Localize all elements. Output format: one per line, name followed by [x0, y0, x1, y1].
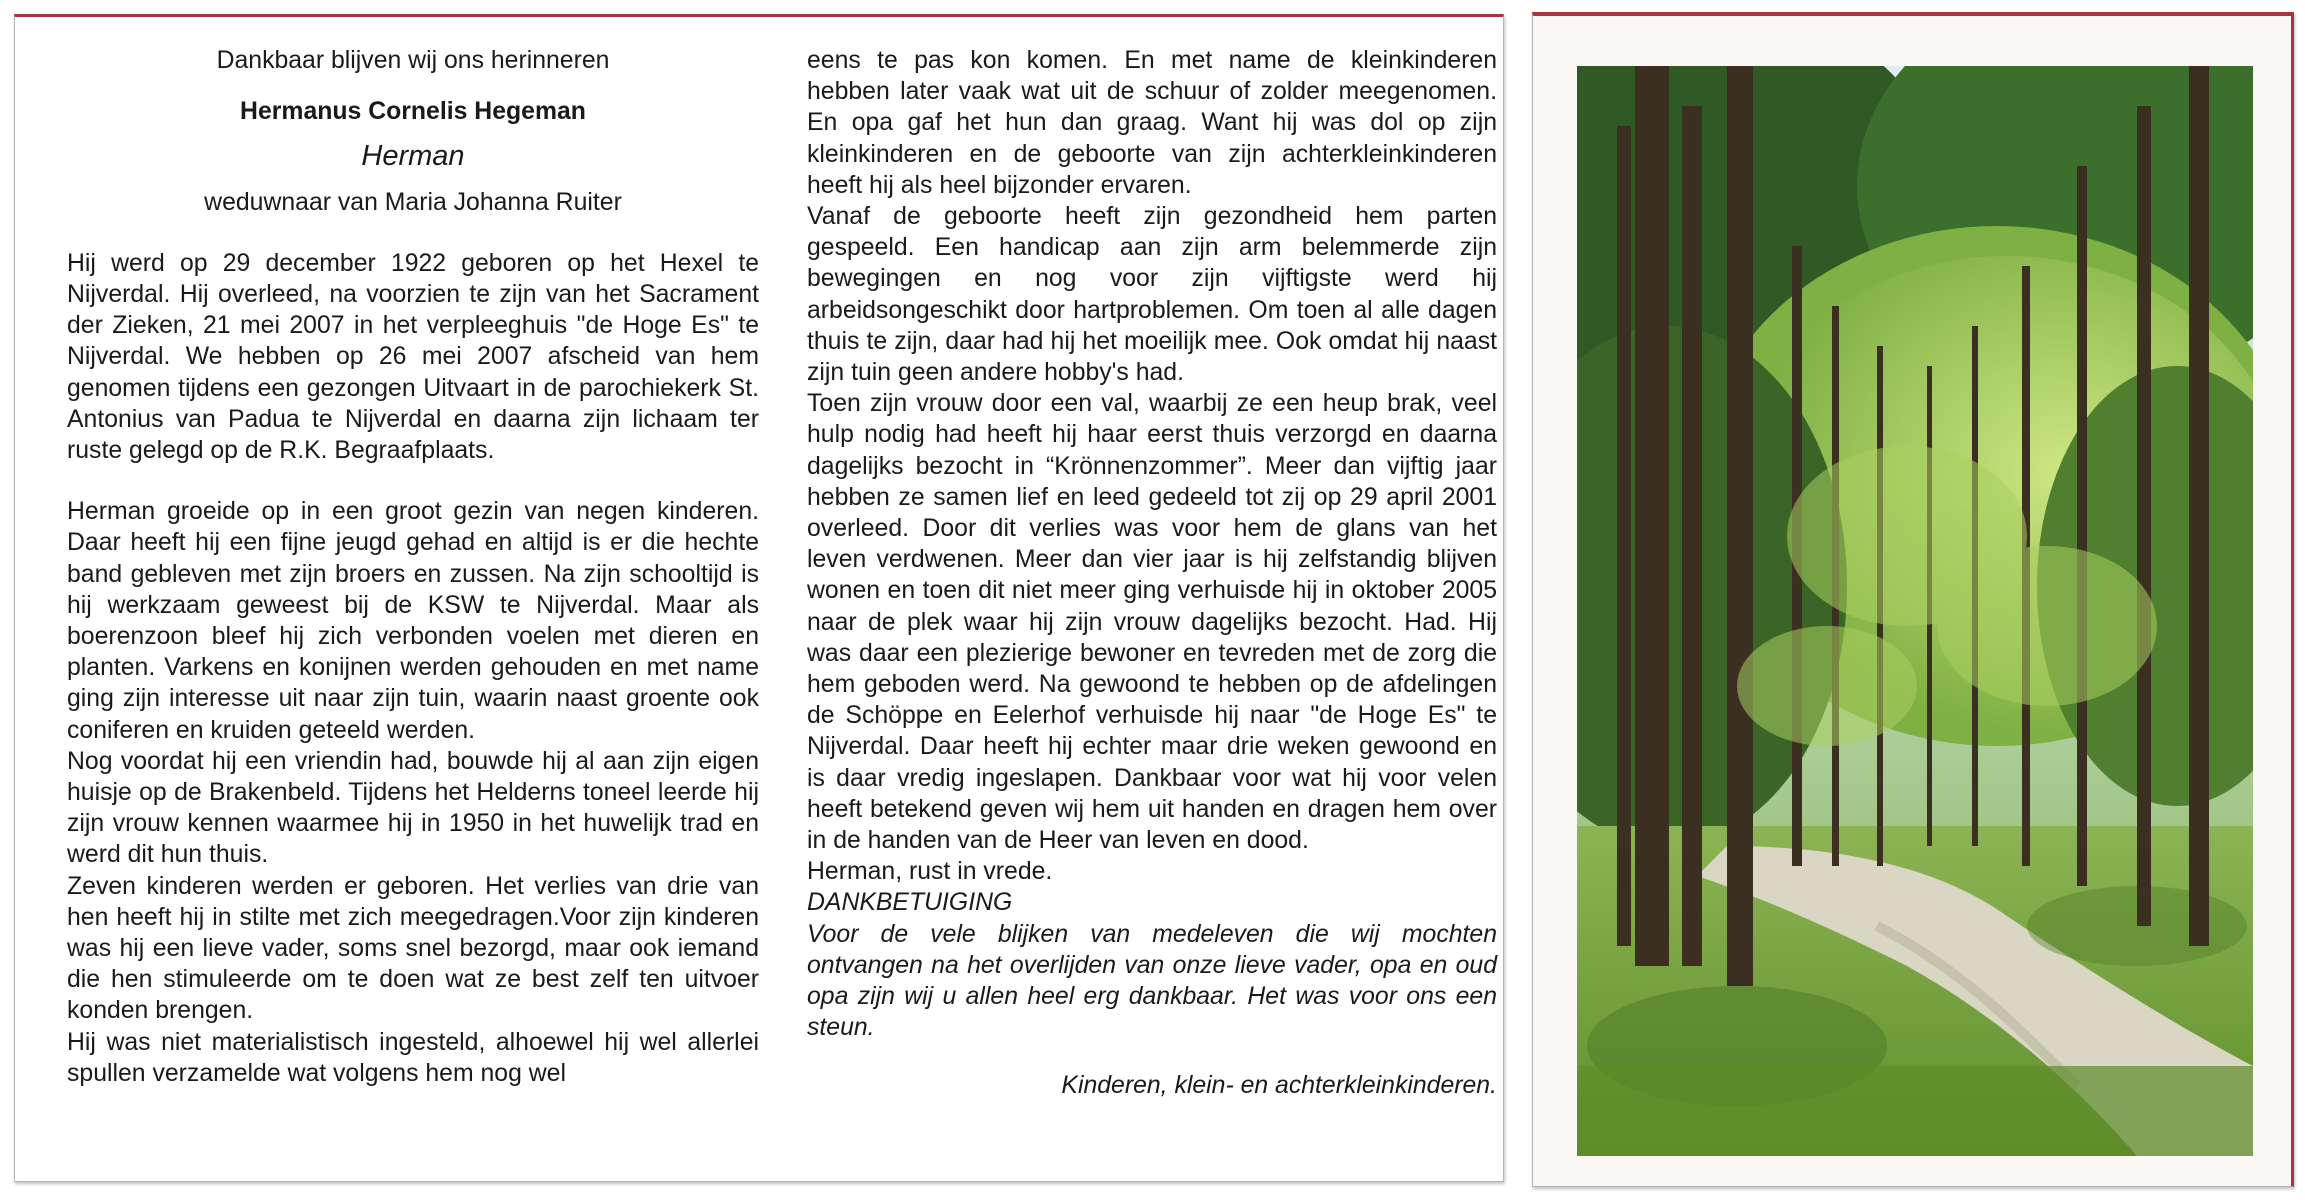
memorial-card-photo-panel [1532, 12, 2294, 1187]
intro-line: Dankbaar blijven wij ons herinneren [216, 47, 610, 74]
bio-paragraph-youth: Herman groeide op in een groot gezin van negen kinderen. Daar heeft hij een fijne jeugd gehad en altijd is er die hechte band gebleven met zijn broers en zussen. Na zijn schooltijd is hij werkzaam geweest bij de KSW te Nijverdal. Maar als boerenzoon bleef hij zich verbonden voelen met dieren en planten. Varkens en konijnen werden gehouden en met name ging zijn interesse uit naar zijn tuin, waarin naast groente ook coniferen en kruiden geteeld werden. [67, 498, 759, 744]
text-column-right [807, 45, 1497, 1126]
bio-paragraph-collector: Hij was niet materialistisch ingesteld, alhoewel hij wel allerlei spullen verzamelde wat volgens hem nog wel [67, 1028, 759, 1087]
full-name-heading: Hermanus Cornelis Hegeman [240, 98, 586, 126]
bio-paragraph-birth: Hij werd op 29 december 1922 geboren op het Hexel te Nijverdal. Hij overleed, na voorzien te zijn van het Sacrament der Zieken, 21 mei 2007 in het verpleeghuis "de Hoge Es" te Nijverdal. We hebben op 26 mei 2007 afscheid van hem genomen tijdens een gezongen Uitvaart in de parochiekerk St. Antonius van Padua te Nijverdal en daarna zijn lichaam ter ruste gelegd op de R.K. Begraafplaats. [67, 249, 759, 465]
thanks-title: DANKBETUIGING [807, 889, 1013, 917]
bio-paragraph-grandchildren: eens te pas kon komen. En met name de kleinkinderen hebben later vaak wat uit de schuur of zolder meegenomen. En opa gaf het hun dan graag. Want hij was dol op zijn kleinkinderen en de geboorte van zijn achterkleinkinderen heeft hij als heel bijzonder ervaren. [807, 47, 1497, 199]
memorial-card-text-panel [14, 14, 1504, 1182]
signoff-line: Kinderen, klein- en achterkleinkinderen. [1061, 1071, 1497, 1099]
bio-paragraph-children: Zeven kinderen werden er geboren. Het verlies van drie van hen heeft hij in stilte met zich meegedragen.Voor zijn kinderen was hij een lieve vader, soms snel bezorgd, maar ook iemand die hen stimuleerde om te doen wat ze best zelf ten uitvoer konden brengen. [67, 872, 759, 1025]
text-column-left [67, 45, 759, 1089]
bio-paragraph-wife: Toen zijn vrouw door een val, waarbij ze een heup brak, veel hulp nodig had heeft hij haar eerst thuis verzorgd en daarna dagelijks bezocht in “Krönnenzommer”. Meer dan vijftig jaar hebben ze samen lief en leed gedeeld tot zij op 29 april 2001 overleed. Door dit verlies was voor hem de glans van het leven verdwenen. Meer dan vier jaar is hij zelfstandig blijven wonen en toen dit niet meer ging verhuisde hij in oktober 2005 naar de plek waar hij zijn vrouw dagelijks bezocht. Had. Hij was daar een plezierige bewoner en tevreden met de zorg die hem geboden werd. Na gewoond te hebben op de afdelingen de Schöppe en Eelerhof verhuisde hij naar "de Hoge Es" te Nijverdal. Daar heeft hij echter maar drie weken gewoond en is daar vredig ingeslapen. Dankbaar voor wat hij voor velen heeft betekend geven wij hem uit handen en dragen hem over in de handen van de Heer van leven en dood. [807, 390, 1497, 855]
bio-paragraph-marriage: Nog voordat hij een vriendin had, bouwde hij al aan zijn eigen huisje op de Brakenbeld. Tijdens het Helderns toneel leerde hij zijn vrouw kennen waarmee hij in 1950 in het huwelijk trad en werd dit hun thuis. [67, 747, 759, 869]
rest-in-peace-line: Herman, rust in vrede. [807, 858, 1053, 886]
bio-paragraph-health: Vanaf de geboorte heeft zijn gezondheid hem parten gespeeld. Een handicap aan zijn arm belemmerde zijn bewegingen en nog voor zijn vijftigste werd hij arbeidsongeschikt door hartproblemen. Om toen al alle dagen thuis te zijn, daar had hij het moeilijk mee. Ook omdat hij naast zijn tuin geen andere hobby's had. [807, 203, 1497, 387]
widower-line: weduwnaar van Maria Johanna Ruiter [204, 188, 622, 216]
thanks-text: Voor de vele blijken van medeleven die wij mochten ontvangen na het overlijden van onze lieve vader, opa en oud opa zijn wij u allen heel erg dankbaar. Het was voor ons een steun. [807, 920, 1497, 1042]
forest-path-photo [1577, 66, 2253, 1156]
nickname-heading: Herman [361, 140, 465, 173]
